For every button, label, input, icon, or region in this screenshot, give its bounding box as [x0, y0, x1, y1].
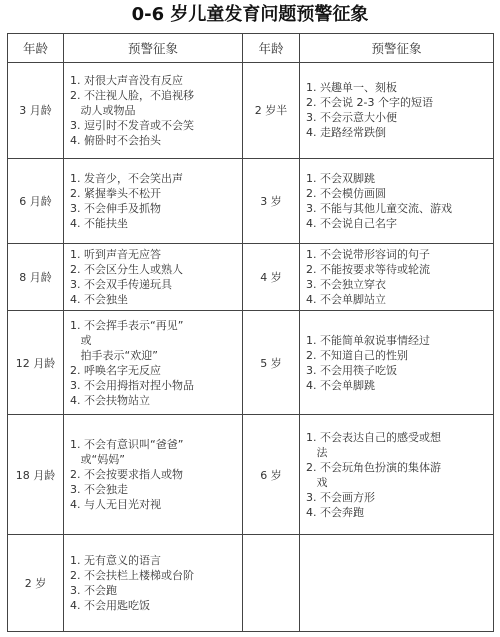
signs-list: [70, 318, 238, 408]
signs-cell: [300, 244, 494, 311]
signs-list: [306, 80, 489, 140]
signs-cell: [64, 535, 243, 632]
age-cell: 3 月龄: [8, 63, 64, 159]
sign-line: 1. 发音少，不会笑出声: [70, 171, 183, 185]
age-cell: 5 岁: [243, 311, 300, 415]
table-body: [8, 63, 494, 632]
signs-cell: [64, 158, 243, 244]
table-row: [8, 415, 494, 535]
age-cell: 6 月龄: [8, 158, 64, 244]
signs-cell: [300, 535, 494, 632]
age-cell: [243, 535, 300, 632]
signs-cell: [64, 244, 243, 311]
sign-line: 4. 不会单脚跳: [306, 378, 375, 392]
sign-line: 4. 不会独坐: [70, 293, 128, 307]
sign-line: 2. 不会区分生人或熟人: [70, 263, 183, 277]
sign-line: 2. 不能按要求等待或轮流: [306, 263, 430, 277]
age-cell: 8 月龄: [8, 244, 64, 311]
sign-line: 4. 不会说自己名字: [306, 216, 397, 230]
header-age-left: 年龄: [8, 34, 64, 63]
table-row: [8, 311, 494, 415]
header-row: [8, 34, 494, 63]
sign-line: 2. 不会说 2-3 个字的短语: [306, 96, 433, 110]
age-cell: 3 岁: [243, 158, 300, 244]
sign-line: 2. 呼唤名字无反应: [70, 363, 161, 377]
age-cell: 2 岁半: [243, 63, 300, 159]
signs-list: [306, 430, 489, 520]
sign-line: 1. 听到声音无应答: [70, 248, 161, 262]
sign-line: 3. 不会双手传递玩具: [70, 278, 172, 292]
age-cell: 4 岁: [243, 244, 300, 311]
sign-line: 3. 不能与其他儿童交流、游戏: [306, 201, 452, 215]
sign-line: 2. 不会扶栏上楼梯或台阶: [70, 569, 194, 583]
sign-line: 4. 与人无目光对视: [70, 498, 161, 512]
sign-line: 2. 不会玩角色扮演的集体游: [306, 460, 441, 474]
sign-line: 1. 不能简单叙说事情经过: [306, 333, 430, 347]
sign-line: 3. 不会跑: [70, 584, 117, 598]
sign-line: 2. 不会模仿画圆: [306, 186, 386, 200]
sign-line: 3. 不会画方形: [306, 490, 375, 504]
sign-line: 4. 不会扶物站立: [70, 393, 150, 407]
sign-line: 2. 不注视人脸，不追视移: [70, 88, 194, 102]
sign-line: 2. 紧握拳头不松开: [70, 186, 161, 200]
sign-line: 3. 不会独走: [70, 483, 128, 497]
sign-line: 1. 无有意义的语言: [70, 554, 161, 568]
age-cell: 12 月龄: [8, 311, 64, 415]
sign-line: 4. 不会用匙吃饭: [70, 599, 150, 613]
sign-line: 1. 不会表达自己的感受或想: [306, 430, 441, 444]
sign-line: 动人或物品: [70, 103, 136, 117]
table-row: [8, 158, 494, 244]
signs-list: [70, 437, 238, 512]
sign-line: 拍手表示“欢迎”: [70, 348, 158, 362]
warning-signs-table: [7, 33, 494, 632]
page-title: 0-6 岁儿童发育问题预警征象: [131, 4, 369, 25]
sign-line: 1. 不会挥手表示“再见”: [70, 318, 184, 332]
sign-line: 2. 不知道自己的性别: [306, 348, 408, 362]
table-row: [8, 244, 494, 311]
header-age-right: 年龄: [243, 34, 300, 63]
signs-cell: [64, 63, 243, 159]
sign-line: 3. 不会独立穿衣: [306, 278, 386, 292]
signs-list: [70, 553, 238, 613]
header-signs-right: 预警征象: [300, 34, 494, 63]
sign-line: 或“妈妈”: [70, 453, 125, 467]
signs-list: [306, 333, 489, 393]
sign-line: 法: [306, 445, 328, 459]
sign-line: 4. 不会单脚站立: [306, 293, 386, 307]
sign-line: 4. 不会奔跑: [306, 505, 364, 519]
signs-cell: [300, 415, 494, 535]
sign-line: 戏: [306, 475, 328, 489]
signs-list: [70, 73, 238, 148]
signs-cell: [300, 63, 494, 159]
sign-line: 1. 不会说带形容词的句子: [306, 248, 430, 262]
sign-line: 3. 逗引时不发音或不会笑: [70, 118, 194, 132]
sign-line: 4. 俯卧时不会抬头: [70, 133, 161, 147]
age-cell: 18 月龄: [8, 415, 64, 535]
sign-line: 1. 兴趣单一、刻板: [306, 81, 397, 95]
signs-list: [306, 247, 489, 307]
sign-line: 1. 不会双脚跳: [306, 171, 375, 185]
sign-line: 或: [70, 333, 92, 347]
sign-line: 1. 对很大声音没有反应: [70, 73, 183, 87]
sign-line: 1. 不会有意识叫“爸爸”: [70, 438, 184, 452]
signs-cell: [64, 415, 243, 535]
age-cell: 2 岁: [8, 535, 64, 632]
sign-line: 4. 不能扶坐: [70, 216, 128, 230]
signs-list: [70, 171, 238, 231]
header-signs-left: 预警征象: [64, 34, 243, 63]
sign-line: 4. 走路经常跌倒: [306, 126, 386, 140]
signs-list: [306, 171, 489, 231]
signs-cell: [300, 158, 494, 244]
sign-line: 3. 不会示意大小便: [306, 111, 397, 125]
sign-line: 3. 不会伸手及抓物: [70, 201, 161, 215]
table-row: [8, 535, 494, 632]
sign-line: 2. 不会按要求指人或物: [70, 468, 183, 482]
signs-cell: [64, 311, 243, 415]
sign-line: 3. 不会用拇指对捏小物品: [70, 378, 194, 392]
table-row: [8, 63, 494, 159]
signs-list: [70, 247, 238, 307]
age-cell: 6 岁: [243, 415, 300, 535]
signs-cell: [300, 311, 494, 415]
sign-line: 3. 不会用筷子吃饭: [306, 363, 397, 377]
